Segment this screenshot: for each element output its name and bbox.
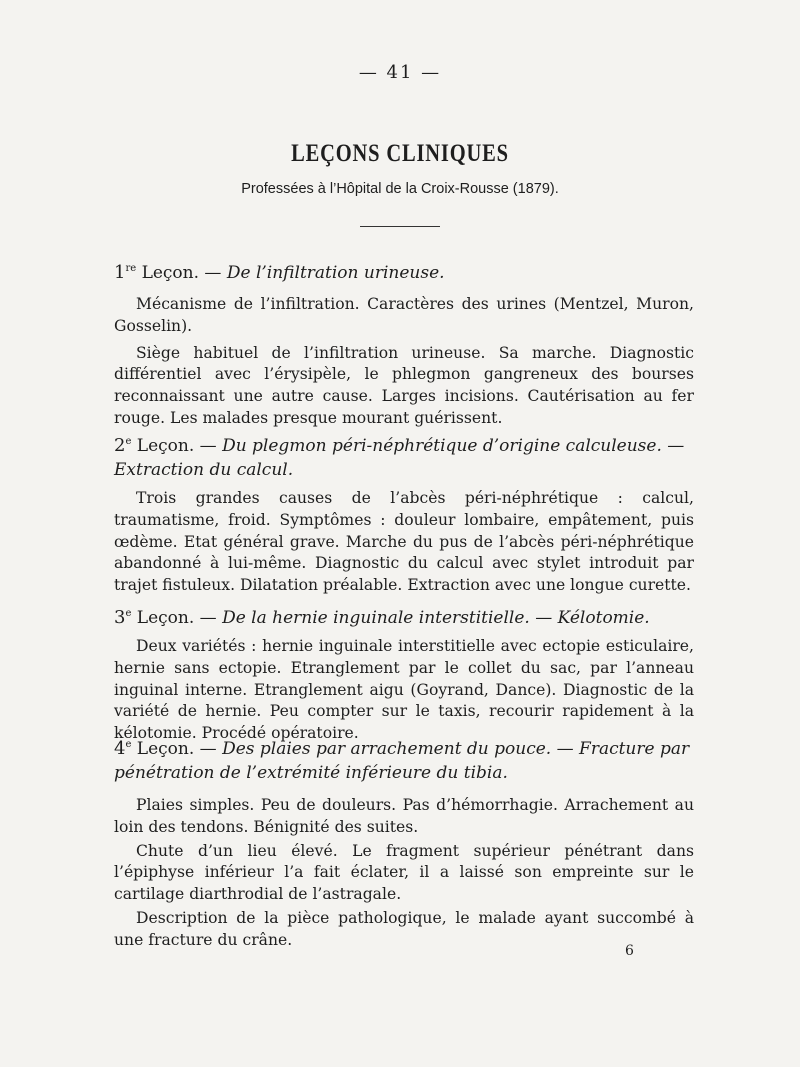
lesson-3 <box>114 602 694 745</box>
ordinal-suffix: e <box>125 608 132 619</box>
lesson-number: 4e <box>114 738 132 759</box>
lesson-title: De la hernie inguinale interstitielle. — Kélotomie. <box>222 608 650 628</box>
title-divider <box>360 226 440 227</box>
lesson-heading <box>114 733 694 785</box>
lesson-paragraph: Plaies simples. Peu de douleurs. Pas d’hémorrhagie. Arrachement au loin des tendons. Bénignité des suites. <box>114 796 694 836</box>
lesson-paragraph: Mécanisme de l’infiltration. Caractères des urines (Mentzel, Muron, Gosselin). <box>114 295 694 335</box>
lesson-heading <box>114 257 694 285</box>
lesson-2 <box>114 430 694 597</box>
page-title: LEÇONS CLINIQUES <box>291 140 509 167</box>
lesson-heading <box>114 602 694 630</box>
lesson-paragraph: Deux variétés : hernie inguinale interstitielle avec ectopie esticulaire, hernie sans ectopie. Etranglement par le collet du sac, par l’anneau inguinal interne. Etranglement aigu (Goyrand, Dance). Diagnostic de la variété de hernie. Peu compter sur le taxis, recourir rapidement à la kélotomie. Procédé opératoire. <box>114 637 694 743</box>
ordinal-suffix: re <box>125 263 137 274</box>
lesson-paragraph: Description de la pièce pathologique, le malade ayant succombé à une fracture du crâne. <box>114 908 694 949</box>
lesson-heading <box>114 430 694 482</box>
ordinal-suffix: e <box>125 739 132 750</box>
lesson-number: 1re <box>114 262 137 283</box>
lesson-word: Leçon. — <box>136 436 217 456</box>
lesson-title: De l’infiltration urineuse. <box>226 263 445 283</box>
lesson-title: Du plegmon péri-néphrétique d’origine calculeuse. — Extraction du calcul. <box>114 436 685 480</box>
lesson-1 <box>114 257 694 430</box>
lesson-word: Leçon. — <box>141 263 222 283</box>
signature-mark: 6 <box>625 943 634 959</box>
page-subtitle: Professées à l’Hôpital de la Croix-Rousse (1879). <box>241 181 559 197</box>
lesson-paragraph: Siège habituel de l’infiltration urineuse. Sa marche. Diagnostic différentiel avec l’érysipèle, le phlegmon gangreneux des bourses reconnaissant une autre cause. Larges incisions. Cautérisation au fer rouge. Les malades presque mourant guérissent. <box>114 343 694 427</box>
lesson-title: Des plaies par arrachement du pouce. — Fracture par pénétration de l’extrémité inférieure du tibia. <box>114 739 690 783</box>
ordinal-suffix: e <box>125 436 132 447</box>
lesson-number: 2e <box>114 435 132 456</box>
page-number: — 41 — <box>358 62 442 83</box>
lesson-paragraph: Trois grandes causes de l’abcès péri-néphrétique : calcul, traumatisme, froid. Symptômes : douleur lombaire, empâtement, puis œdème. Etat général grave. Marche du pus de l’abcès péri-néphrétique abandonné à lui-même. Diagnostic du calcul avec stylet introduit par trajet fistuleux. Dilatation préalable. Extraction avec une longue curette. <box>114 489 694 595</box>
lesson-4 <box>114 733 694 952</box>
lesson-number: 3e <box>114 607 132 628</box>
lesson-paragraph: Chute d’un lieu élevé. Le fragment supérieur pénétrant dans l’épiphyse inférieur l’a fait éclater, il a laissé son empreinte sur le cartilage diarthrodial de l’astragale. <box>114 841 694 904</box>
lesson-word: Leçon. — <box>136 739 217 759</box>
lesson-word: Leçon. — <box>136 608 217 628</box>
